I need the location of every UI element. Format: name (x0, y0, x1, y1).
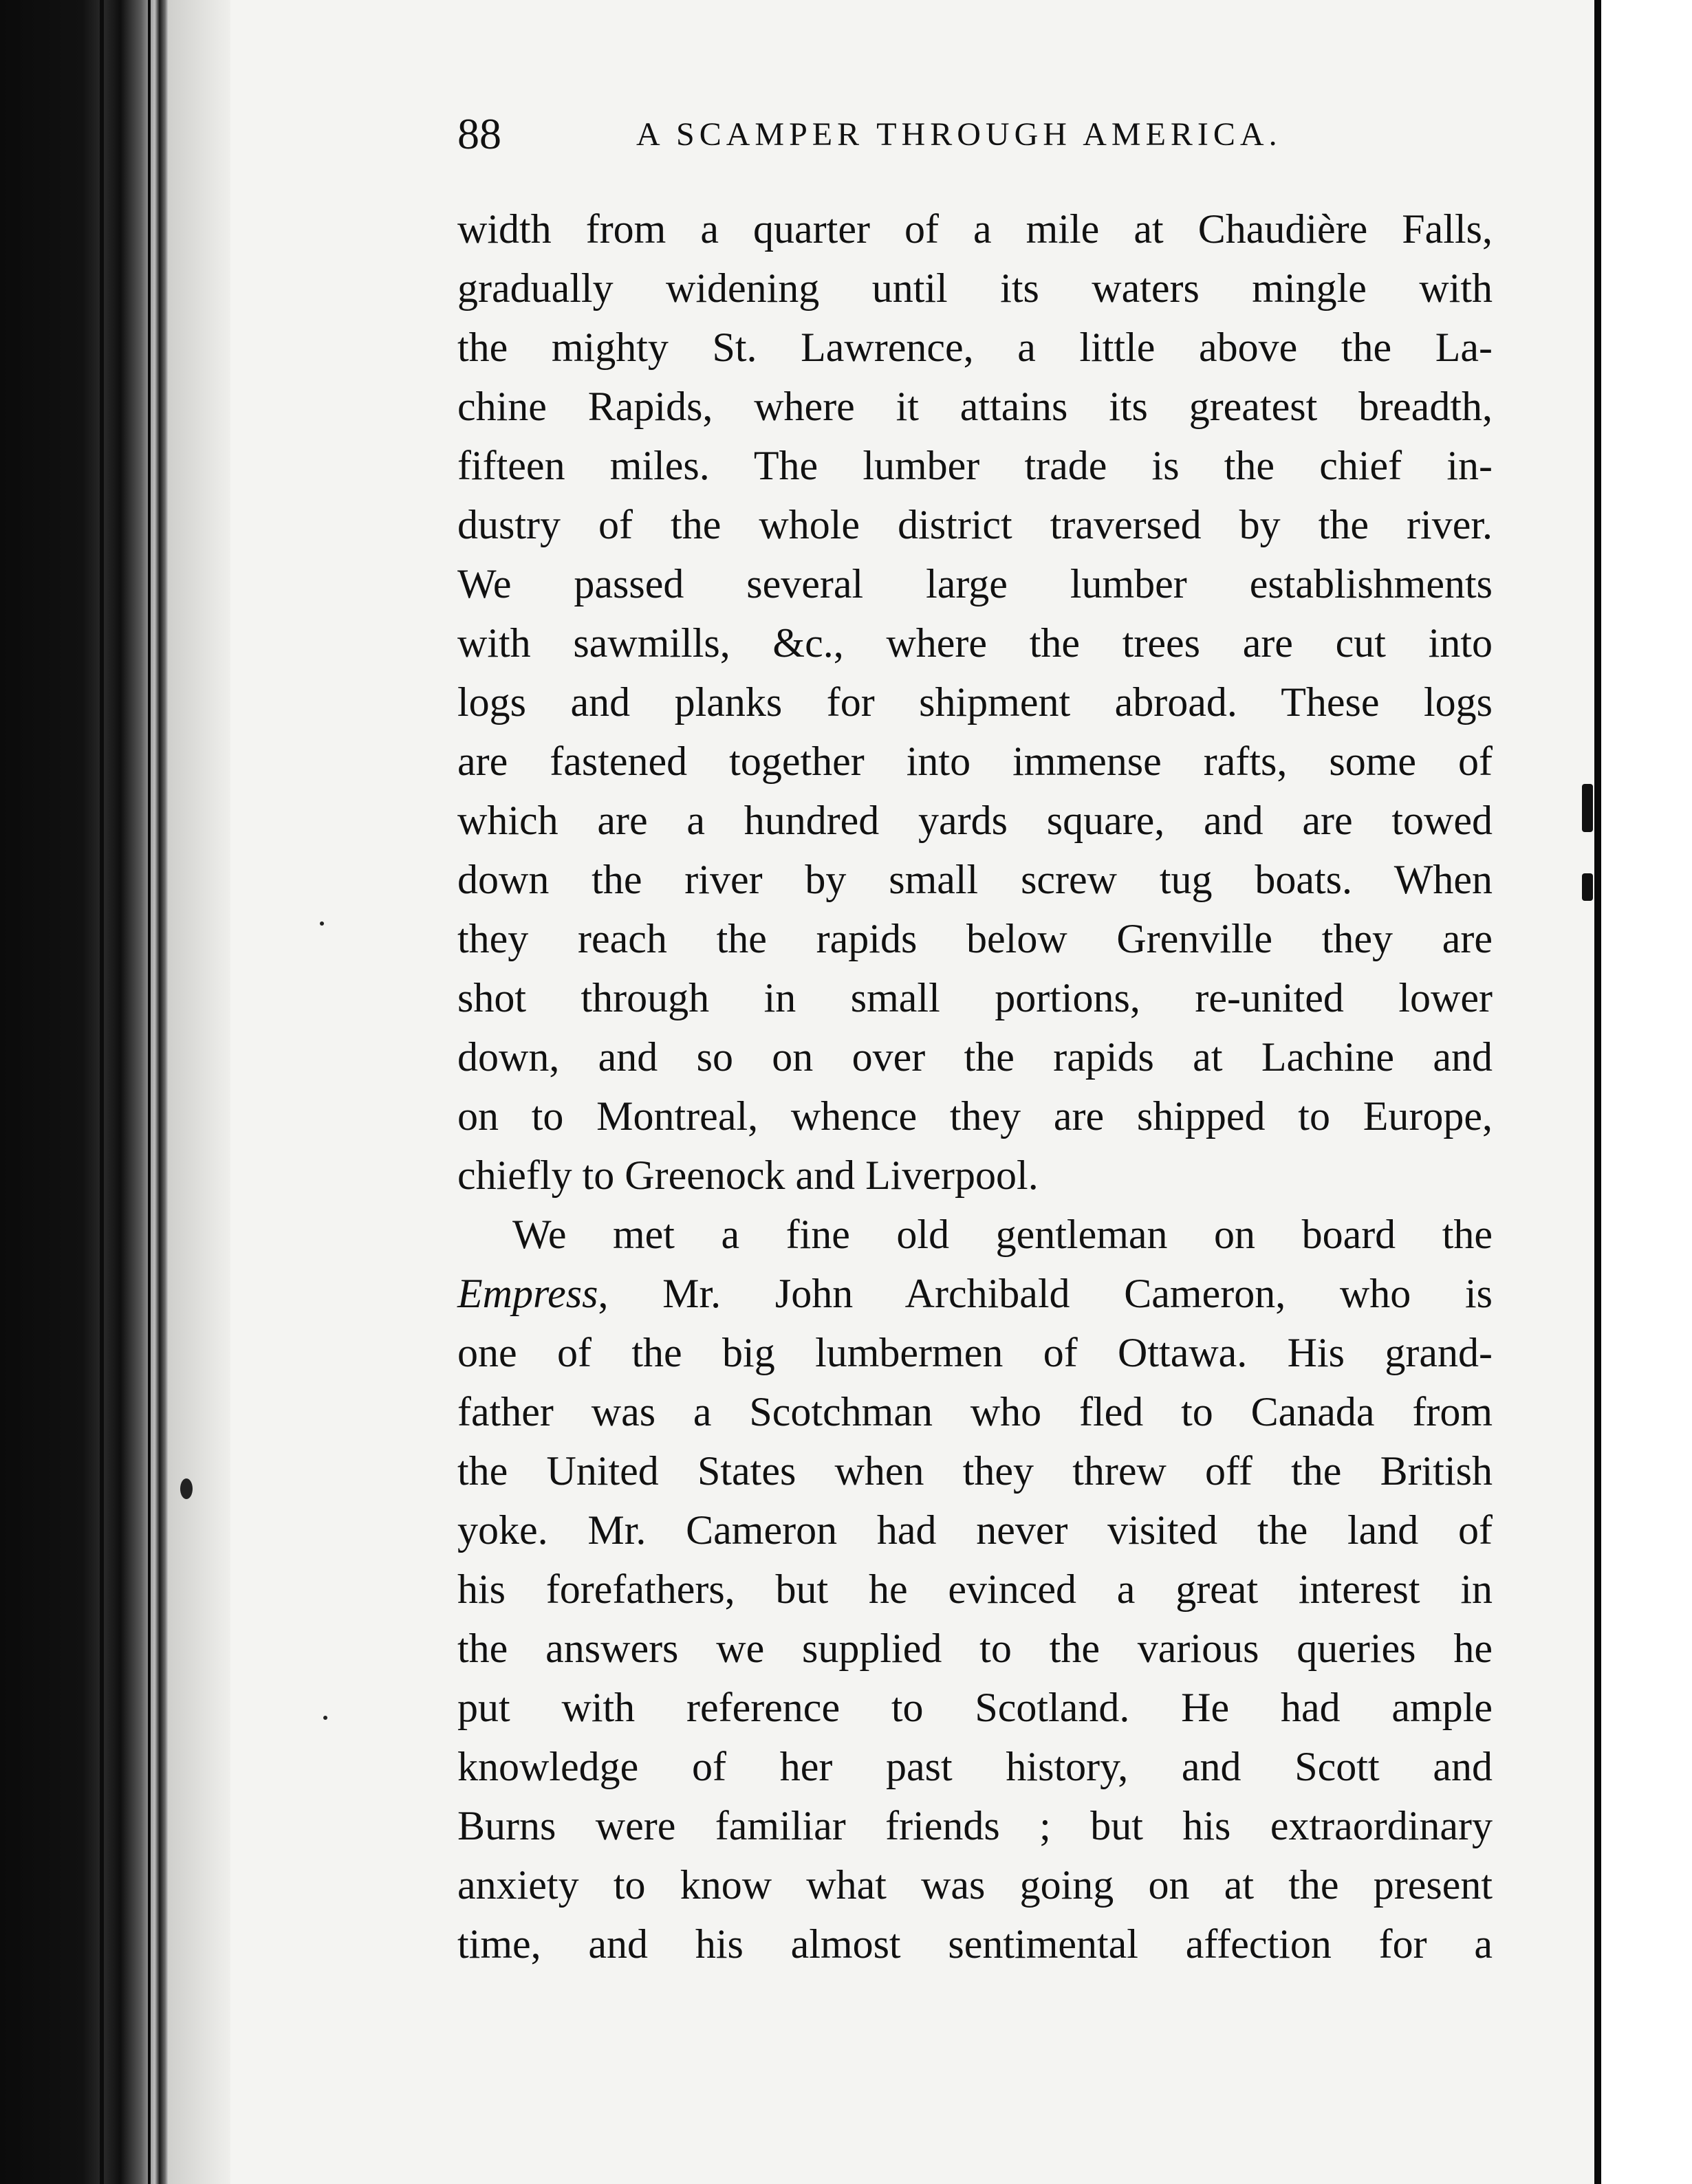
text-line: put with reference to Scotland. He had ample (457, 1685, 1493, 1730)
gutter-shadow (169, 0, 230, 2184)
edge-mark (1582, 873, 1593, 901)
text-line: We met a fine old gentleman on board the (512, 1212, 1493, 1257)
text-line: knowledge of her past history, and Scott and (457, 1744, 1493, 1789)
body-text (457, 199, 1493, 1974)
text-line: logs and planks for shipment abroad. These logs (457, 679, 1493, 725)
text-line: down, and so on over the rapids at Lachine and (457, 1034, 1493, 1080)
text-line: width from a quarter of a mile at Chaudière Falls, (457, 206, 1493, 252)
text-line: the answers we supplied to the various queries he (457, 1626, 1493, 1671)
text-line: with sawmills, &c., where the trees are cut into (457, 620, 1493, 666)
paragraph (457, 199, 1493, 1205)
text-line: chine Rapids, where it attains its greatest breadth, (457, 384, 1493, 429)
text-line: We passed several large lumber establishments (457, 561, 1493, 607)
text-line: time, and his almost sentimental affection for a (457, 1921, 1493, 1967)
text-line: dustry of the whole district traversed by the river. (457, 502, 1493, 547)
text-line: one of the big lumbermen of Ottawa. His grand- (457, 1330, 1493, 1375)
text-line: father was a Scotchman who fled to Canada from (457, 1389, 1493, 1434)
scan-speck (180, 1478, 193, 1499)
text-line: the mighty St. Lawrence, a little above the La- (457, 325, 1493, 370)
paragraph (457, 1205, 1493, 1974)
scan-speck (320, 921, 324, 926)
text-line: yoke. Mr. Cameron had never visited the land of (457, 1507, 1493, 1553)
ship-name: Empress (457, 1271, 598, 1316)
text-line: gradually widening until its waters mingle with (457, 265, 1493, 311)
text-line-rest: , Mr. John Archibald Cameron, who is (598, 1271, 1493, 1316)
text-line: down the river by small screw tug boats. When (457, 857, 1493, 902)
running-title: A SCAMPER THROUGH AMERICA. (636, 116, 1282, 153)
text-line (457, 1264, 1493, 1323)
spine-edge-line (148, 0, 151, 2184)
text-line: which are a hundred yards square, and are towed (457, 798, 1493, 843)
running-head (457, 103, 1493, 158)
text-line: the United States when they threw off the British (457, 1448, 1493, 1494)
edge-mark (1582, 784, 1593, 832)
text-line: Burns were familiar friends ; but his extraordinary (457, 1803, 1493, 1848)
right-edge-rule (1594, 0, 1601, 2184)
book-spine (0, 0, 169, 2184)
text-line: chiefly to Greenock and Liverpool. (457, 1153, 1039, 1198)
text-line: shot through in small portions, re-united lower (457, 975, 1493, 1020)
right-page-edge (1594, 0, 1692, 2184)
page-content (457, 103, 1493, 1974)
text-line: his forefathers, but he evinced a great interest in (457, 1566, 1493, 1612)
text-line: on to Montreal, whence they are shipped to Europe, (457, 1093, 1493, 1139)
scan-speck (323, 1716, 327, 1720)
text-line: they reach the rapids below Grenville they are (457, 916, 1493, 961)
text-line: anxiety to know what was going on at the present (457, 1862, 1493, 1908)
text-line: are fastened together into immense rafts, some of (457, 739, 1493, 784)
text-line: fifteen miles. The lumber trade is the chief in- (457, 443, 1493, 488)
page-number: 88 (457, 109, 501, 158)
spine-edge-line (100, 0, 104, 2184)
